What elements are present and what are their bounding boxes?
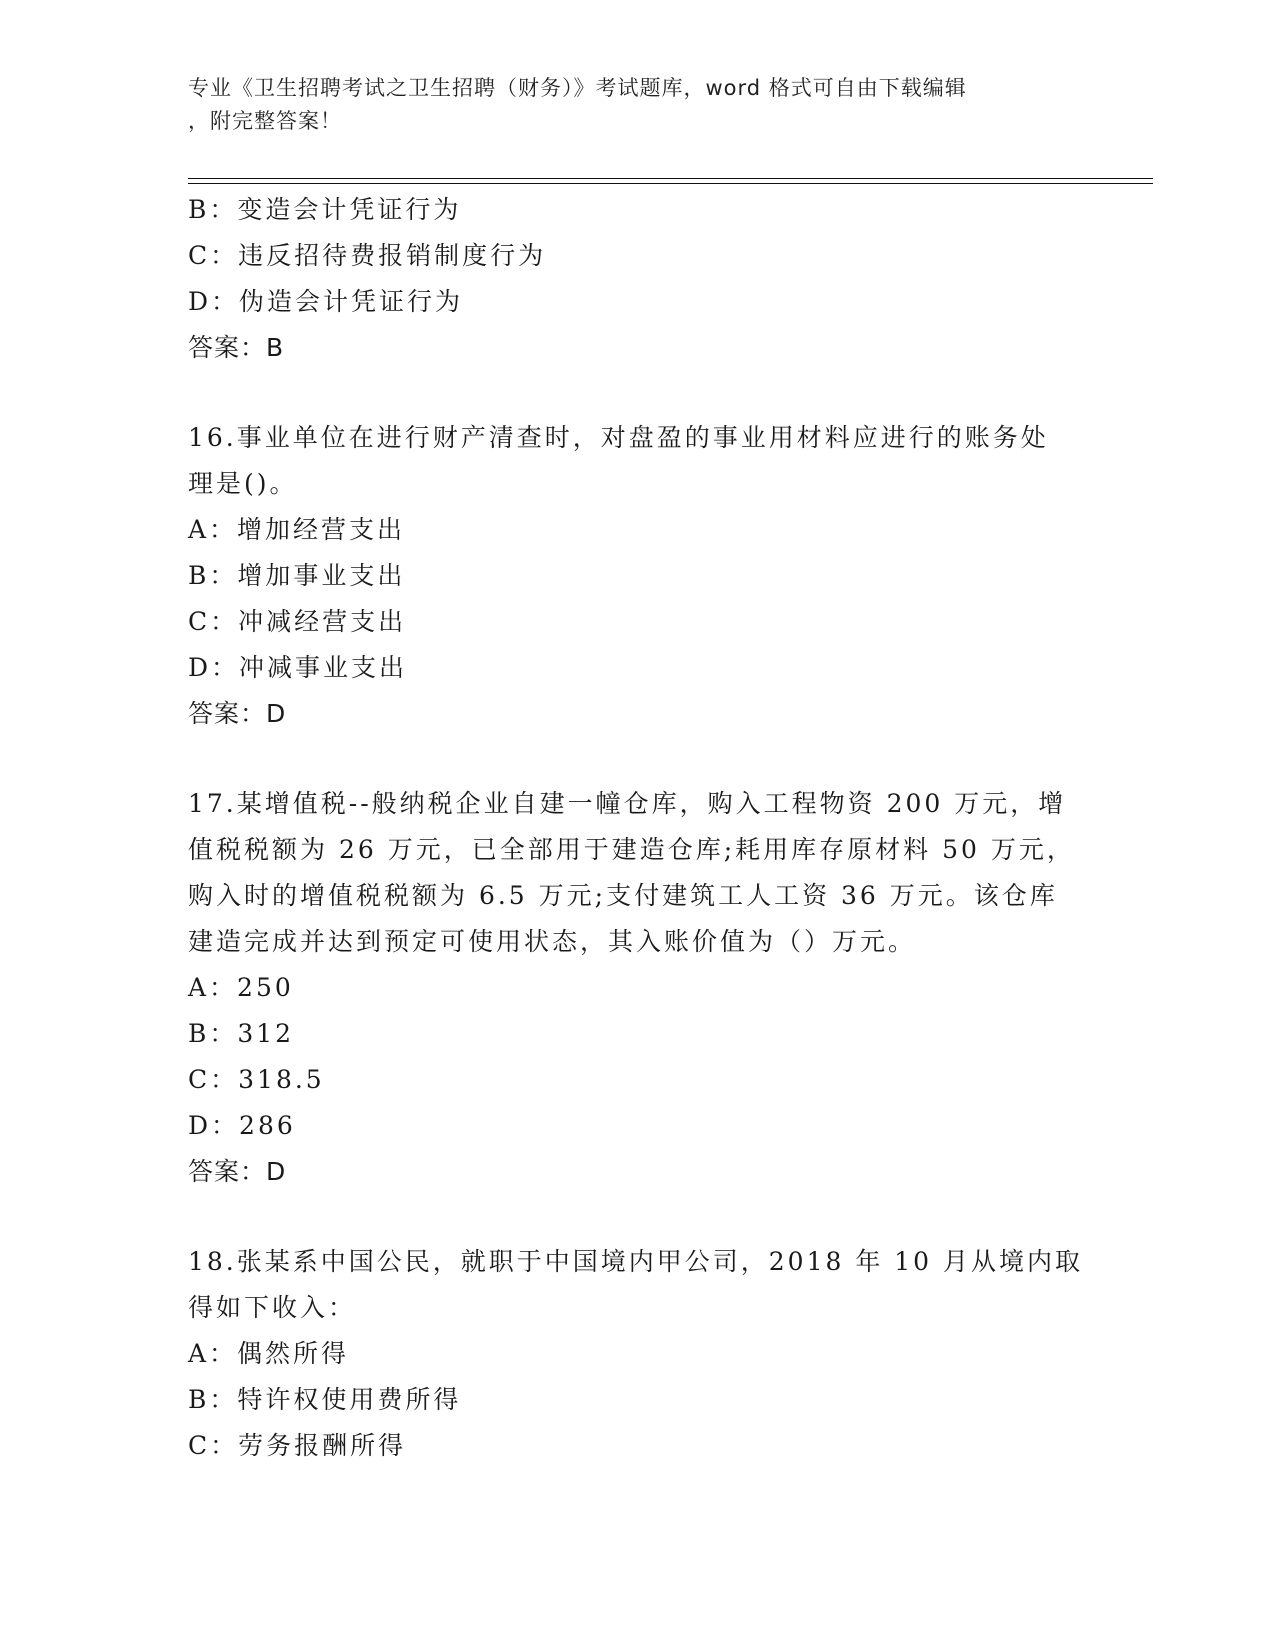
question-18 bbox=[188, 1239, 1088, 1469]
option-a: A：增加经营支出 bbox=[188, 515, 406, 544]
question-stem-line: 值税税额为 26 万元，已全部用于建造仓库;耗用库存原材料 50 万元， bbox=[188, 835, 1075, 864]
option-a: A：250 bbox=[188, 973, 294, 1002]
option-c: C：冲减经营支出 bbox=[188, 607, 407, 636]
header-line-2: ，附完整答案！ bbox=[188, 109, 342, 133]
option-b: B：增加事业支出 bbox=[188, 561, 406, 590]
spacer bbox=[188, 737, 1088, 781]
option-c: C：违反招待费报销制度行为 bbox=[188, 241, 547, 270]
header-divider-top bbox=[188, 178, 1153, 179]
header-line-1: 专业《卫生招聘考试之卫生招聘（财务）》考试题库，word 格式可自由下载编辑 bbox=[188, 76, 967, 100]
question-stem-line: 16.事业单位在进行财产清查时，对盘盈的事业用材料应进行的账务处 bbox=[188, 423, 1049, 452]
question-17 bbox=[188, 781, 1088, 1195]
question-stem-line: 17.某增值税--般纳税企业自建一幢仓库，购入工程物资 200 万元，增 bbox=[188, 789, 1067, 818]
question-15 bbox=[188, 187, 1088, 371]
question-list bbox=[188, 187, 1088, 1469]
option-c: C：318.5 bbox=[188, 1065, 325, 1094]
spacer bbox=[188, 371, 1088, 415]
question-16 bbox=[188, 415, 1088, 737]
question-stem-line: 购入时的增值税税额为 6.5 万元;支付建筑工人工资 36 万元。该仓库 bbox=[188, 881, 1058, 910]
question-stem-line: 得如下收入： bbox=[188, 1293, 357, 1322]
option-b: B：特许权使用费所得 bbox=[188, 1385, 462, 1414]
option-b: B：变造会计凭证行为 bbox=[188, 195, 462, 224]
question-stem-line: 理是()。 bbox=[188, 469, 298, 498]
answer: 答案：D bbox=[188, 1157, 287, 1186]
option-d: D：冲减事业支出 bbox=[188, 653, 408, 682]
option-d: D：286 bbox=[188, 1111, 296, 1140]
spacer bbox=[188, 1195, 1088, 1239]
option-d: D：伪造会计凭证行为 bbox=[188, 287, 464, 316]
option-b: B：312 bbox=[188, 1019, 295, 1048]
document-header bbox=[188, 72, 1088, 138]
option-c: C：劳务报酬所得 bbox=[188, 1431, 407, 1460]
question-stem-line: 18.张某系中国公民，就职于中国境内甲公司，2018 年 10 月从境内取 bbox=[188, 1247, 1084, 1276]
question-stem-line: 建造完成并达到预定可使用状态，其入账价值为（）万元。 bbox=[188, 927, 917, 956]
answer: 答案：D bbox=[188, 699, 287, 728]
answer: 答案：B bbox=[188, 333, 285, 362]
option-a: A：偶然所得 bbox=[188, 1339, 350, 1368]
header-divider-bottom bbox=[188, 183, 1153, 184]
